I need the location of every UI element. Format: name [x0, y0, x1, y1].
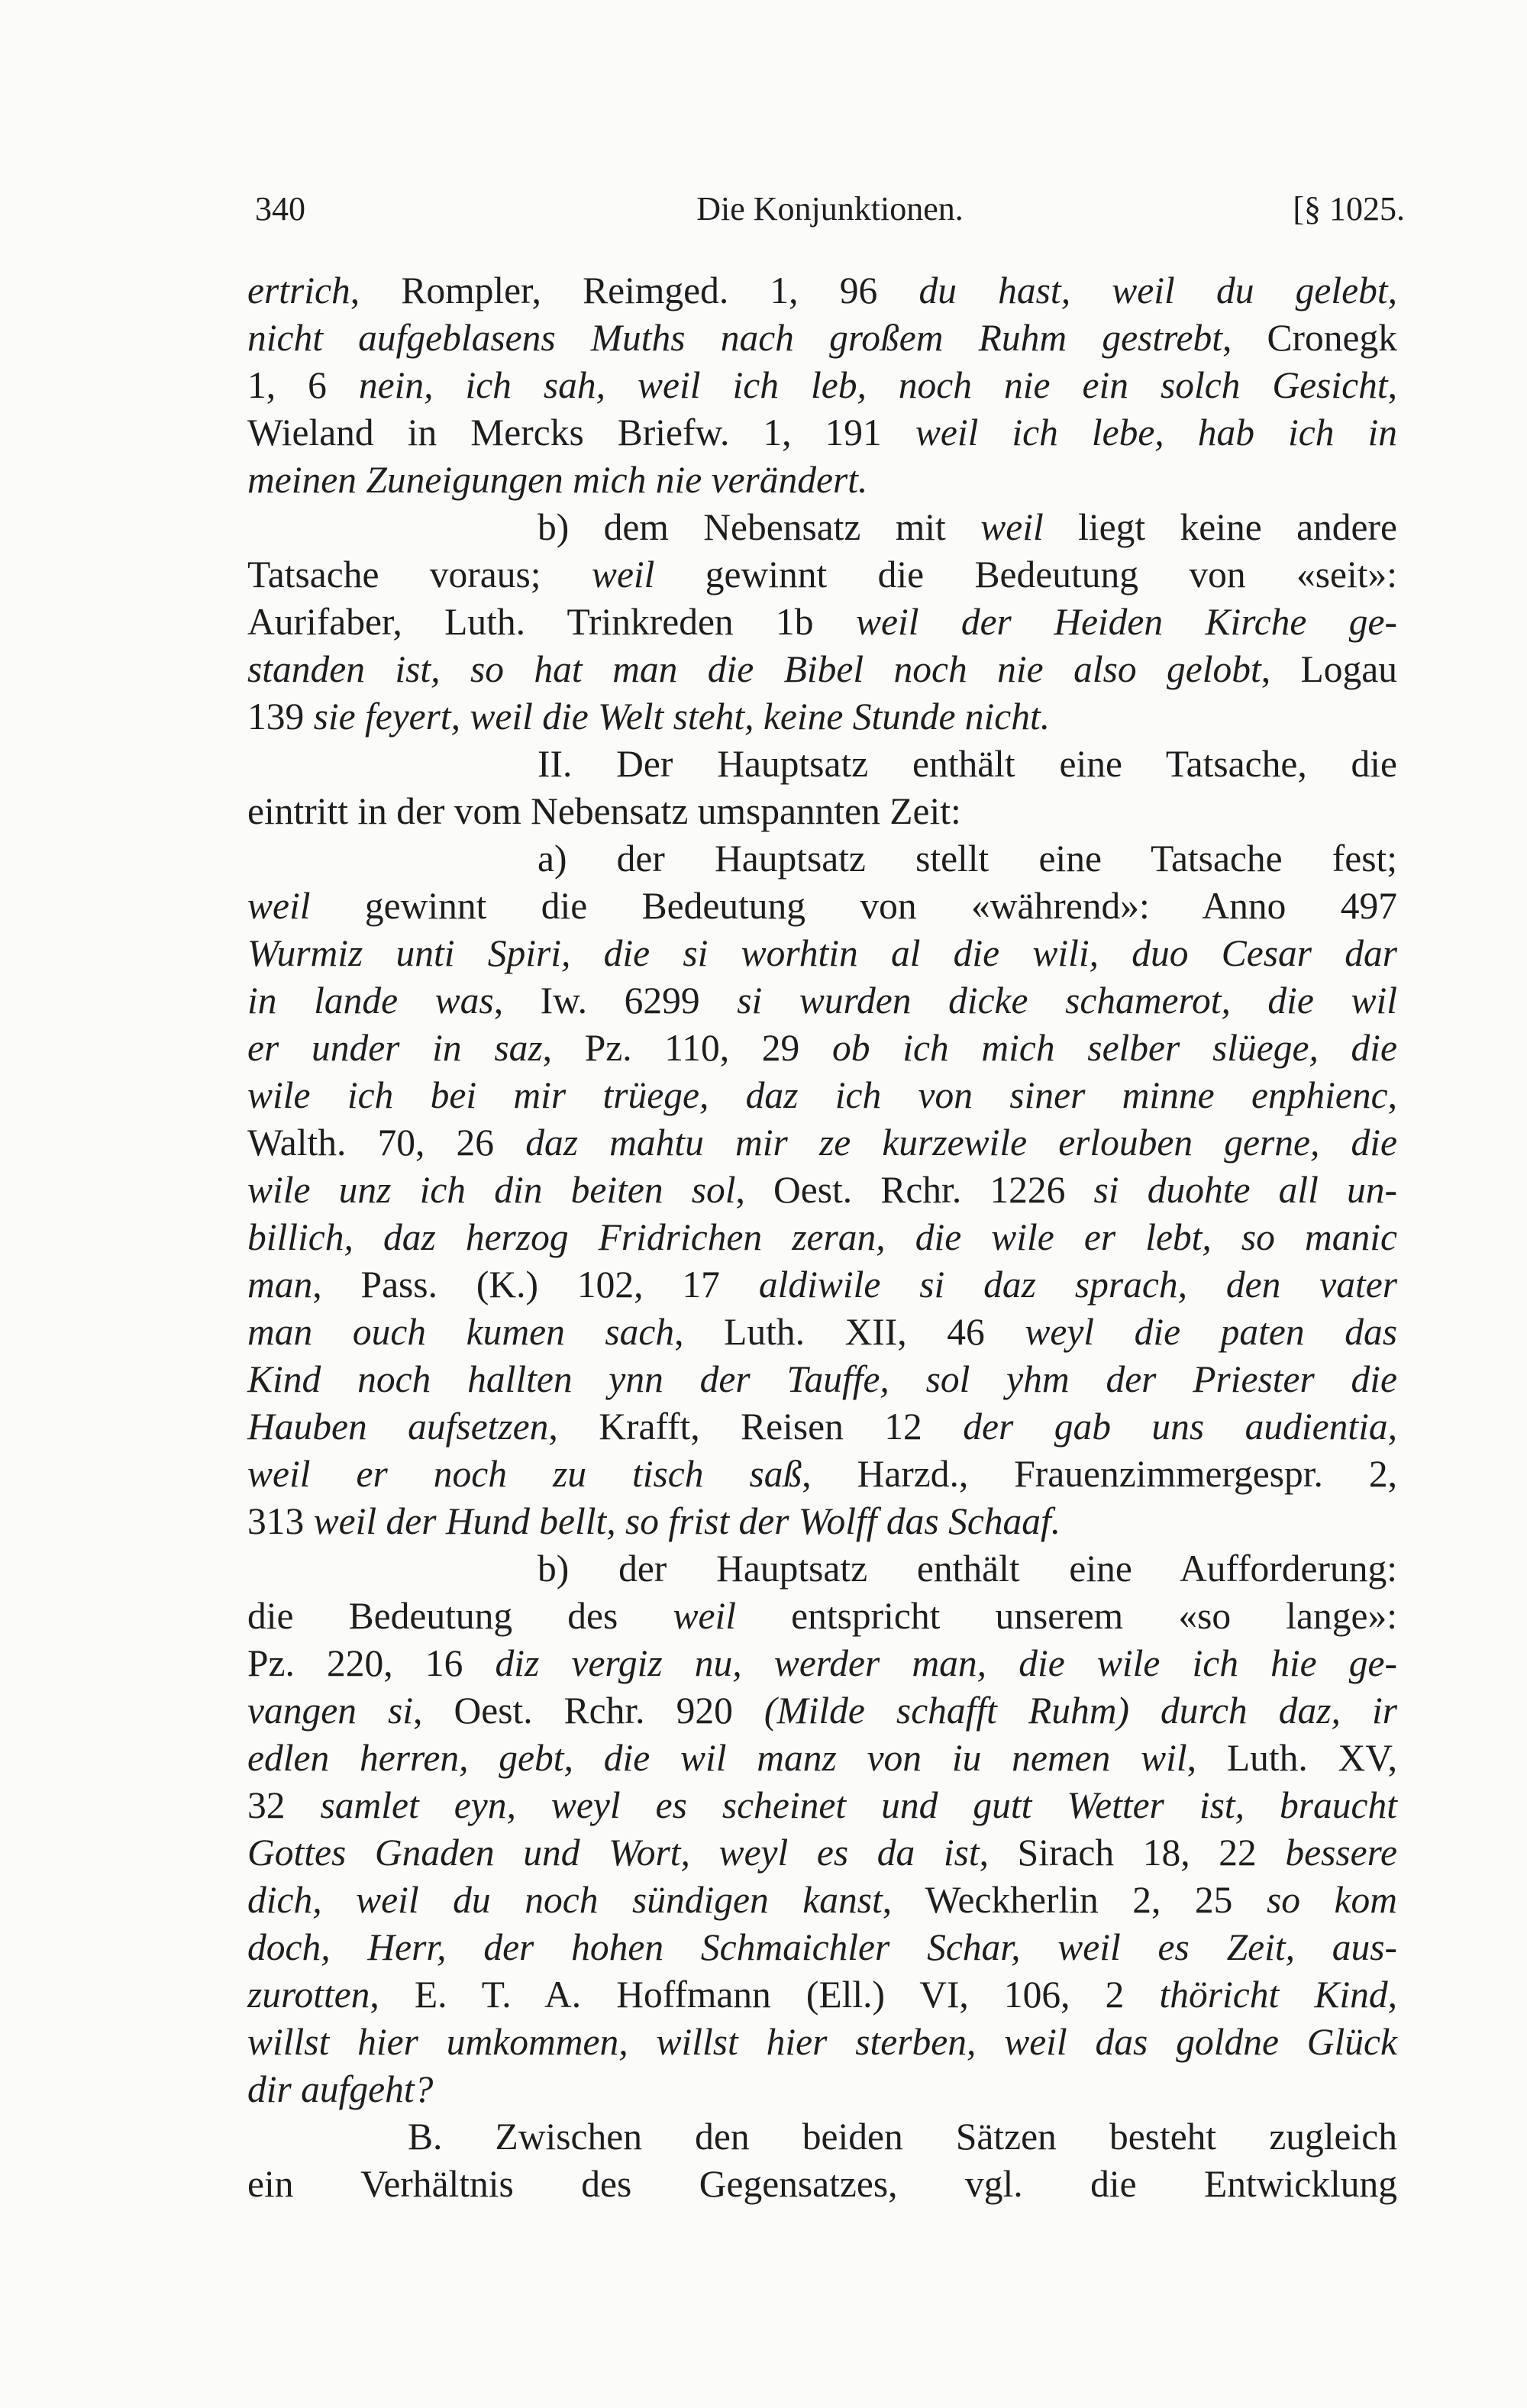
text-span: , Luth. XII, 46: [674, 1311, 1025, 1353]
text-line: [247, 2066, 1397, 2113]
text-span: Tatsache voraus;: [247, 554, 592, 596]
text-span: ein Verhältnis des Gegensatzes, vgl. die Entwicklung: [247, 2163, 1397, 2205]
text-line: [247, 1119, 1397, 1167]
text-line: [247, 1261, 1397, 1309]
text-line: [247, 315, 1397, 362]
italic-quote: weil: [591, 554, 655, 596]
italic-quote: nein, ich sah, weil ich leb, noch nie ein solch Gesicht: [358, 364, 1388, 406]
italic-quote: si duohte all un-: [1093, 1169, 1397, 1211]
text-span: B. Zwischen den beiden Sätzen besteht zugleich: [408, 2116, 1397, 2158]
text-line: [247, 1309, 1397, 1356]
text-span: II. Der Hauptsatz enthält eine Tatsache, die: [538, 743, 1397, 785]
body-text: [247, 267, 1397, 2208]
text-line: [247, 883, 1397, 930]
text-span: , Logau: [1261, 648, 1397, 690]
italic-quote: sie feyert, weil die Welt steht, keine Stunde nicht.: [313, 696, 1051, 738]
text-line: [247, 1451, 1397, 1498]
italic-quote: man ouch kumen sach: [247, 1311, 675, 1353]
italic-quote: man: [247, 1264, 313, 1306]
italic-quote: dir aufgeht?: [247, 2068, 434, 2110]
text-span: 139: [247, 696, 314, 738]
text-span: a) der Hauptsatz stellt eine Tatsache fest;: [538, 838, 1397, 880]
italic-quote: nicht aufgeblasens Muths nach großem Ruhm gestrebt: [247, 317, 1222, 359]
text-line: [247, 2113, 1397, 2161]
text-line: [247, 409, 1397, 457]
italic-quote: weil: [673, 1595, 736, 1637]
text-line: [247, 2161, 1397, 2208]
italic-quote: so kom: [1266, 1879, 1397, 1921]
text-span: Pz. 220, 16: [247, 1642, 496, 1684]
text-line: [247, 1214, 1397, 1261]
italic-quote: in lande was: [247, 980, 494, 1022]
text-line: [247, 362, 1397, 409]
text-span: liegt keine andere: [1043, 506, 1397, 548]
section-reference: [§ 1025.: [1293, 190, 1405, 228]
italic-quote: weil: [247, 885, 311, 927]
text-span: eintritt in der vom Nebensatz umspannten Zeit:: [247, 790, 961, 832]
text-line: [247, 741, 1397, 788]
page-number: 340: [255, 190, 305, 228]
text-line: [247, 1498, 1397, 1545]
italic-quote: meinen Zuneigungen mich nie verändert.: [247, 459, 868, 501]
text-line: [247, 1545, 1397, 1593]
text-line: [247, 1072, 1397, 1119]
italic-quote: ob ich mich selber slüege, die: [832, 1027, 1397, 1069]
text-line: [247, 930, 1397, 977]
text-span: 32: [247, 1784, 321, 1826]
text-span: ,: [1387, 364, 1398, 406]
text-line: [247, 1687, 1397, 1735]
text-line: [247, 551, 1397, 599]
text-line: [247, 1167, 1397, 1214]
italic-quote: weil er noch zu tisch saß: [247, 1453, 802, 1495]
text-line: [247, 2019, 1397, 2066]
text-span: , Pz. 110, 29: [542, 1027, 832, 1069]
text-span: , Sirach 18, 22: [979, 1832, 1286, 1874]
text-line: [247, 646, 1397, 693]
italic-quote: willst hier umkommen, willst hier sterben, weil das goldne Glück: [247, 2021, 1397, 2063]
italic-quote: thöricht Kind,: [1159, 1974, 1398, 2016]
italic-quote: doch, Herr, der hohen Schmaichler Schar, weil es Zeit, aus-: [247, 1926, 1397, 1968]
italic-quote: dich, weil du noch sündigen kanst: [247, 1879, 883, 1921]
italic-quote: diz vergiz nu, werder man, die wile ich hie ge-: [495, 1642, 1397, 1684]
text-span: , Rompler, Reimged. 1, 96: [350, 270, 919, 311]
italic-quote: aldiwile si daz sprach, den vater: [758, 1264, 1397, 1306]
italic-quote: der gab uns audientia,: [963, 1406, 1397, 1448]
text-line: [247, 1971, 1397, 2019]
text-line: [247, 1025, 1397, 1072]
text-line: [247, 788, 1397, 835]
italic-quote: weil der Hund bellt, so frist der Wolff das Schaaf.: [313, 1500, 1061, 1542]
italic-quote: bessere: [1285, 1832, 1397, 1874]
text-line: [247, 267, 1397, 315]
italic-quote: Hauben aufsetzen: [247, 1406, 549, 1448]
italic-quote: weyl die paten das: [1025, 1311, 1398, 1353]
text-span: Walth. 70, 26: [247, 1122, 526, 1164]
text-line: [247, 1877, 1397, 1924]
text-span: Aurifaber, Luth. Trinkreden 1b: [247, 601, 856, 643]
italic-quote: ertrich: [247, 270, 350, 311]
text-span: 313: [247, 1500, 314, 1542]
text-span: b) der Hauptsatz enthält eine Aufforderung:: [538, 1548, 1397, 1590]
text-line: [247, 504, 1397, 551]
italic-quote: (Milde schafft Ruhm) durch daz, ir: [764, 1690, 1397, 1732]
italic-quote: billich, daz herzog Fridrichen zeran, die wile er lebt, so manic: [247, 1216, 1397, 1258]
text-line: [247, 1593, 1397, 1640]
text-line: [247, 1829, 1397, 1877]
italic-quote: Kind noch hallten ynn der Tauffe, sol yhm der Priester die: [247, 1358, 1397, 1400]
text-span: die Bedeutung des: [247, 1595, 673, 1637]
text-span: b) dem Nebensatz mit: [538, 506, 981, 548]
text-span: , Cronegk: [1222, 317, 1397, 359]
italic-quote: zurotten: [247, 1974, 370, 2016]
italic-quote: wile unz ich din beiten sol: [247, 1169, 736, 1211]
text-span: , E. T. A. Hoffmann (Ell.) VI, 106, 2: [370, 1974, 1160, 2016]
text-line: [247, 1356, 1397, 1403]
text-span: Wieland in Mercks Briefw. 1, 191: [247, 412, 915, 454]
italic-quote: Wurmiz unti Spiri, die si worhtin al die wili, duo Cesar dar: [247, 932, 1397, 974]
text-line: [247, 835, 1397, 883]
text-span: , Oest. Rchr. 920: [413, 1690, 764, 1732]
italic-quote: du hast, weil du gelebt,: [918, 270, 1397, 311]
text-line: [247, 1640, 1397, 1687]
italic-quote: weil ich lebe, hab ich in: [915, 412, 1397, 454]
text-span: entspricht unserem «so lange»:: [735, 1595, 1397, 1637]
italic-quote: daz mahtu mir ze kurzewile erlouben gerne, die: [525, 1122, 1398, 1164]
text-span: 1, 6: [247, 364, 359, 406]
italic-quote: Gottes Gnaden und Wort, weyl es da ist: [247, 1832, 980, 1874]
text-span: , Luth. XV,: [1186, 1737, 1397, 1779]
text-span: gewinnt die Bedeutung von «seit»:: [654, 554, 1397, 596]
text-line: [247, 1924, 1397, 1971]
text-span: , Krafft, Reisen 12: [548, 1406, 964, 1448]
text-span: , Pass. (K.) 102, 17: [312, 1264, 759, 1306]
text-line: [247, 599, 1397, 646]
italic-quote: weil: [980, 506, 1044, 548]
italic-quote: er under in saz: [247, 1027, 543, 1069]
text-line: [247, 1403, 1397, 1451]
text-line: [247, 1735, 1397, 1782]
text-span: , Harzd., Frauenzimmergespr. 2,: [802, 1453, 1397, 1495]
italic-quote: edlen herren, gebt, die wil manz von iu nemen wil: [247, 1737, 1187, 1779]
text-span: , Oest. Rchr. 1226: [735, 1169, 1094, 1211]
text-line: [247, 693, 1397, 741]
italic-quote: si wurden dicke schamerot, die wil: [737, 980, 1397, 1022]
italic-quote: weil der Heiden Kirche ge-: [855, 601, 1397, 643]
text-line: [247, 457, 1397, 504]
italic-quote: samlet eyn, weyl es scheinet und gutt Wetter ist, braucht: [320, 1784, 1397, 1826]
italic-quote: vangen si: [247, 1690, 414, 1732]
text-span: , Weckherlin 2, 25: [882, 1879, 1267, 1921]
text-span: gewinnt die Bedeutung von «während»: Anno 497: [310, 885, 1397, 927]
page-header: [255, 186, 1405, 232]
text-line: [247, 1782, 1397, 1829]
italic-quote: standen ist, so hat man die Bibel noch nie also gelobt: [247, 648, 1261, 690]
text-line: [247, 977, 1397, 1025]
italic-quote: wile ich bei mir trüege, daz ich von siner minne enphienc: [247, 1074, 1388, 1116]
running-title: Die Konjunktionen.: [696, 190, 964, 228]
text-span: ,: [1387, 1074, 1397, 1116]
text-span: , Iw. 6299: [493, 980, 738, 1022]
